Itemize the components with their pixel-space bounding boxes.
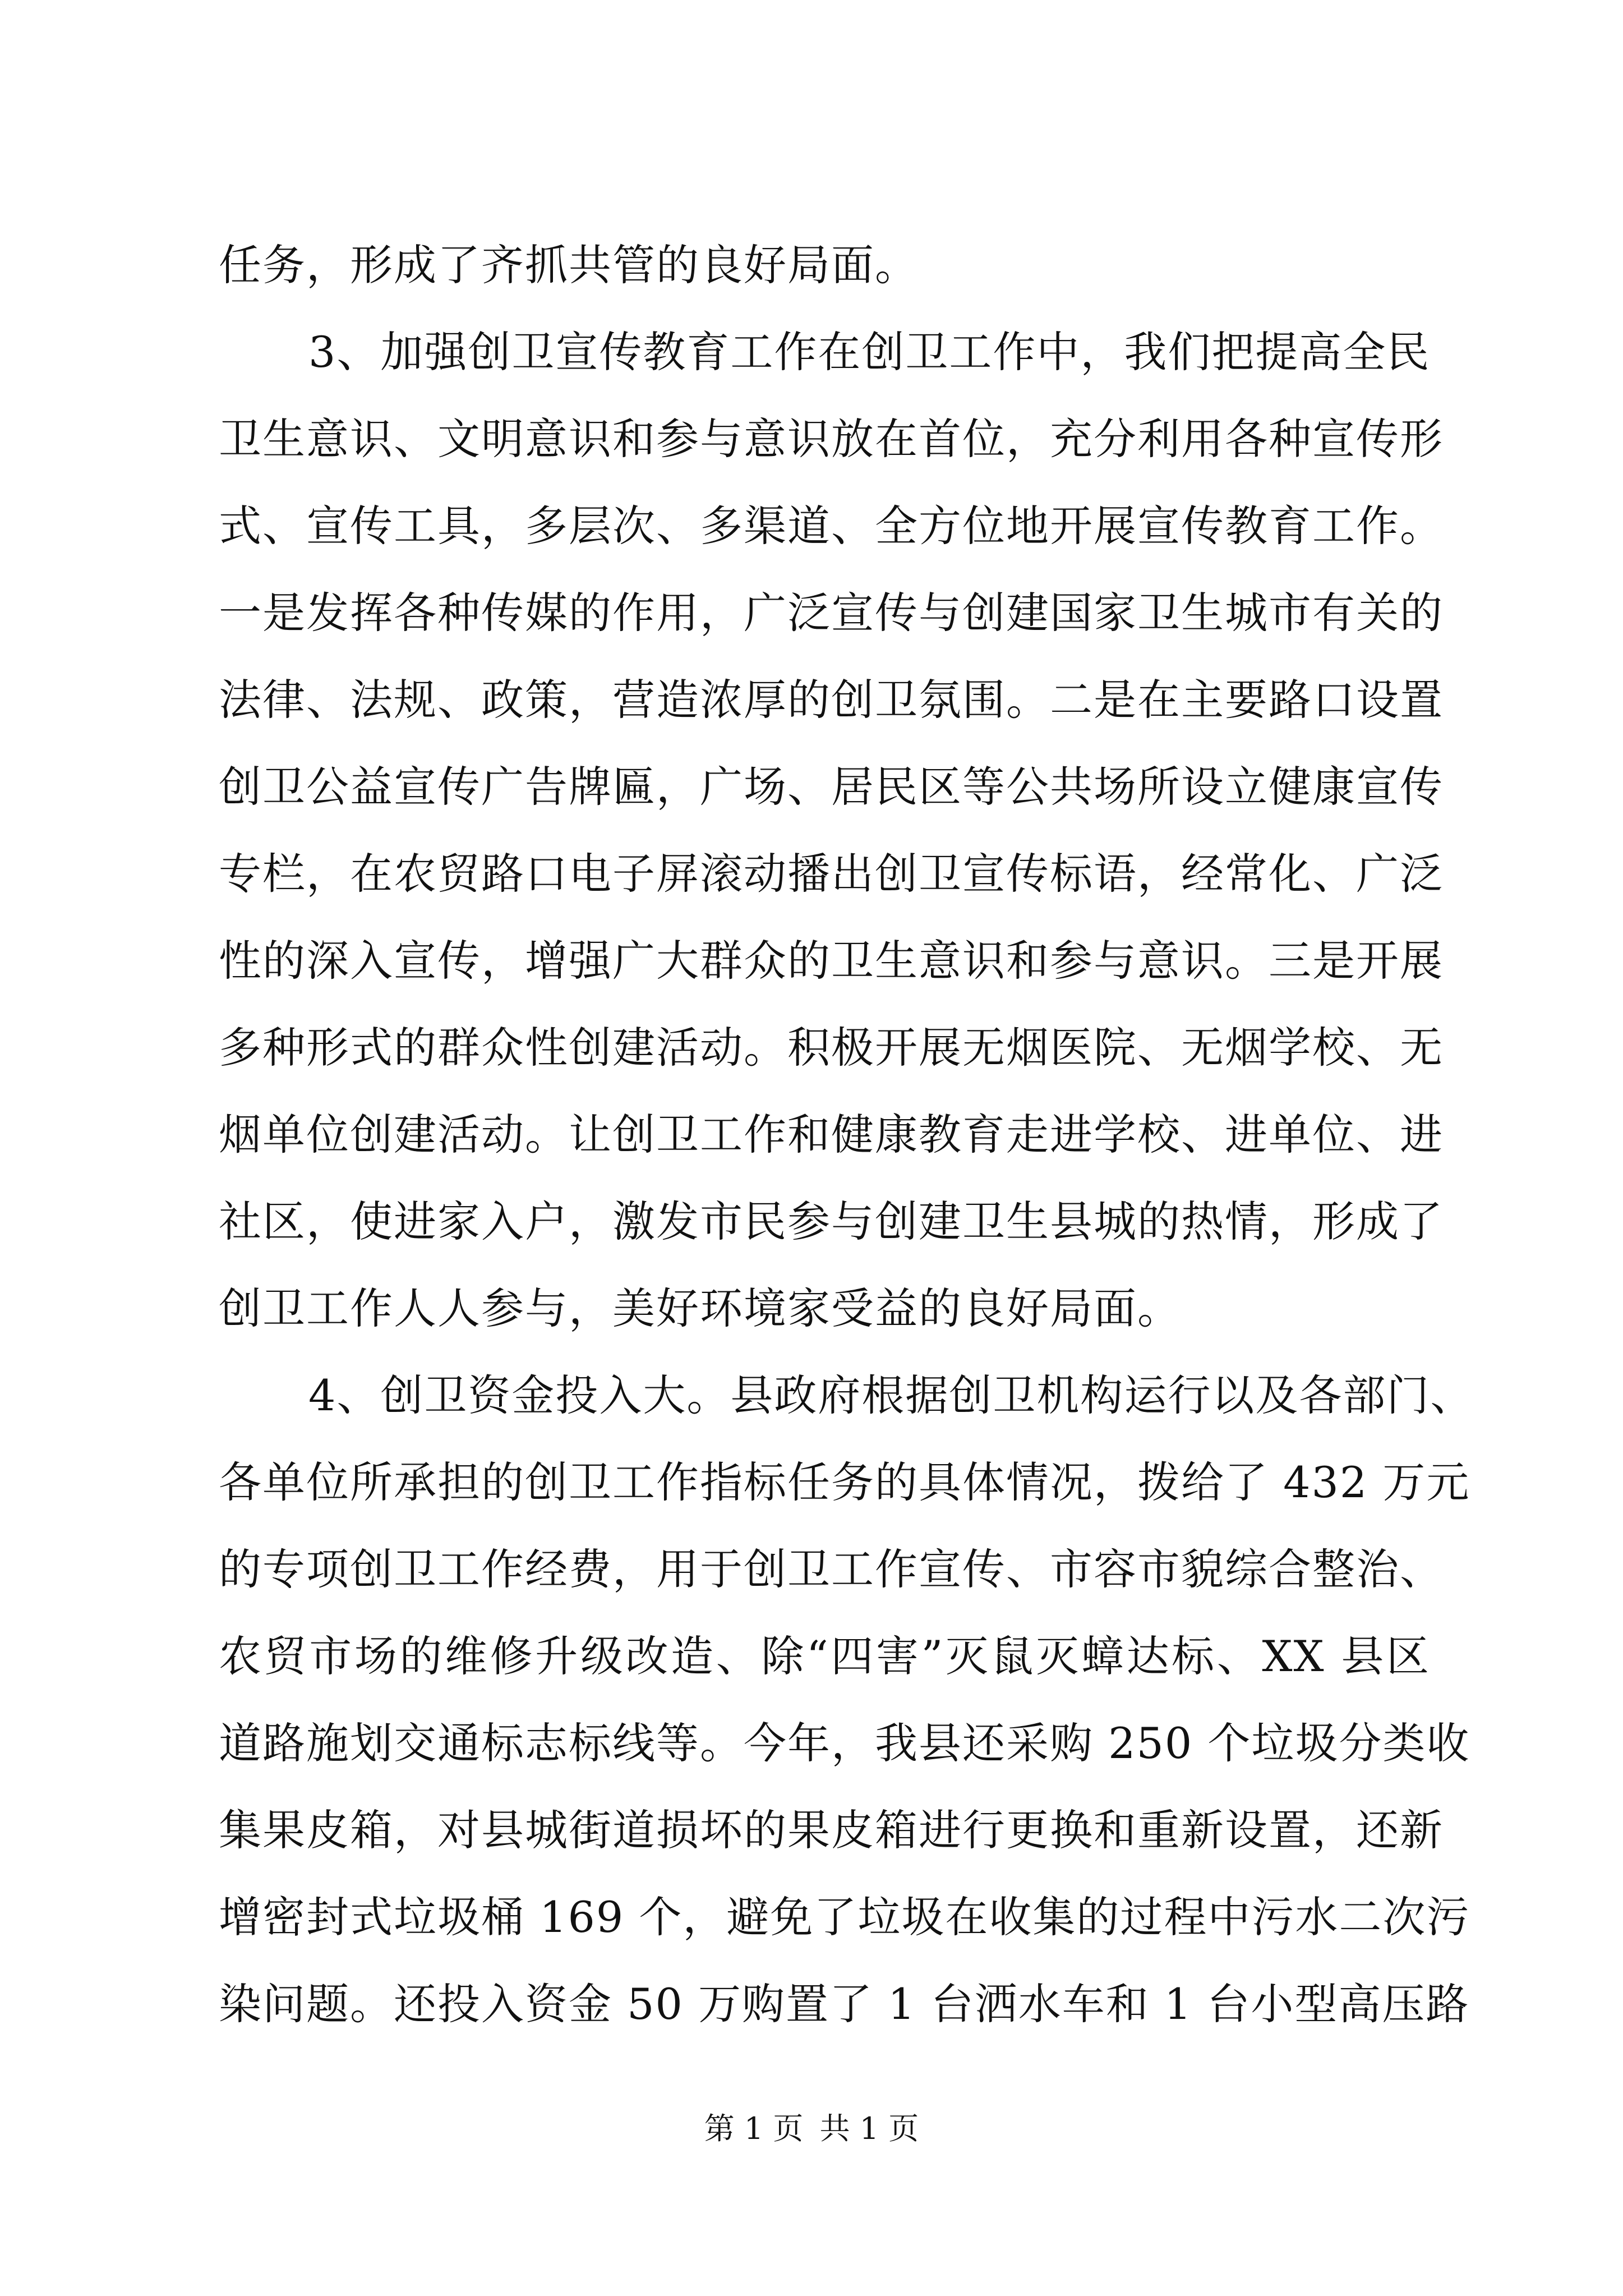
paragraph-line: 道路施划交通标志标线等。今年，我县还采购 250 个垃圾分类收 [219,1718,1470,1768]
paragraph-line: 4、创卫资金投入大。县政府根据创卫机构运行以及各部门、 [308,1370,1474,1420]
paragraph-line: 集果皮箱，对县城街道损坏的果皮箱进行更换和重新设置，还新 [219,1805,1444,1855]
paragraph-line: 多种形式的群众性创建活动。积极开展无烟医院、无烟学校、无 [219,1023,1444,1073]
paragraph-line: 增密封式垃圾桶 169 个，避免了垃圾在收集的过程中污水二次污 [219,1892,1470,1942]
paragraph-line: 社区，使进家入户，激发市民参与创建卫生县城的热情，形成了 [219,1197,1444,1246]
paragraph-line: 3、加强创卫宣传教育工作在创卫工作中，我们把提高全民 [308,327,1431,377]
document-body [219,222,1474,2047]
paragraph-line: 农贸市场的维修升级改造、除“四害”灭鼠灭蟑达标、XX 县区 [219,1631,1430,1681]
paragraph-line: 法律、法规、政策，营造浓厚的创卫氛围。二是在主要路口设置 [219,675,1444,725]
page-footer [0,2109,1623,2148]
paragraph-line: 专栏，在农贸路口电子屏滚动播出创卫宣传标语，经常化、广泛 [219,849,1444,899]
paragraph-line: 任务，形成了齐抓共管的良好局面。 [219,240,919,290]
paragraph-line: 烟单位创建活动。让创卫工作和健康教育走进学校、进单位、进 [219,1110,1444,1159]
paragraph-line: 创卫公益宣传广告牌匾，广场、居民区等公共场所设立健康宣传 [219,762,1444,812]
paragraph-line: 卫生意识、文明意识和参与意识放在首位，充分利用各种宣传形 [219,414,1444,464]
paragraph-line: 一是发挥各种传媒的作用，广泛宣传与创建国家卫生城市有关的 [219,588,1444,638]
paragraph-line: 式、宣传工具，多层次、多渠道、全方位地开展宣传教育工作。 [219,501,1444,551]
paragraph-line: 各单位所承担的创卫工作指标任务的具体情况，拨给了 432 万元 [219,1457,1470,1507]
page-number: 第 1 页 [704,2111,804,2146]
paragraph-line: 性的深入宣传，增强广大群众的卫生意识和参与意识。三是开展 [219,936,1444,986]
paragraph-line: 创卫工作人人参与，美好环境家受益的良好局面。 [219,1283,1181,1333]
paragraph-line: 的专项创卫工作经费，用于创卫工作宣传、市容市貌综合整治、 [219,1544,1444,1594]
total-pages: 共 1 页 [819,2111,919,2146]
paragraph-line: 染问题。还投入资金 50 万购置了 1 台洒水车和 1 台小型高压路 [219,1979,1470,2029]
